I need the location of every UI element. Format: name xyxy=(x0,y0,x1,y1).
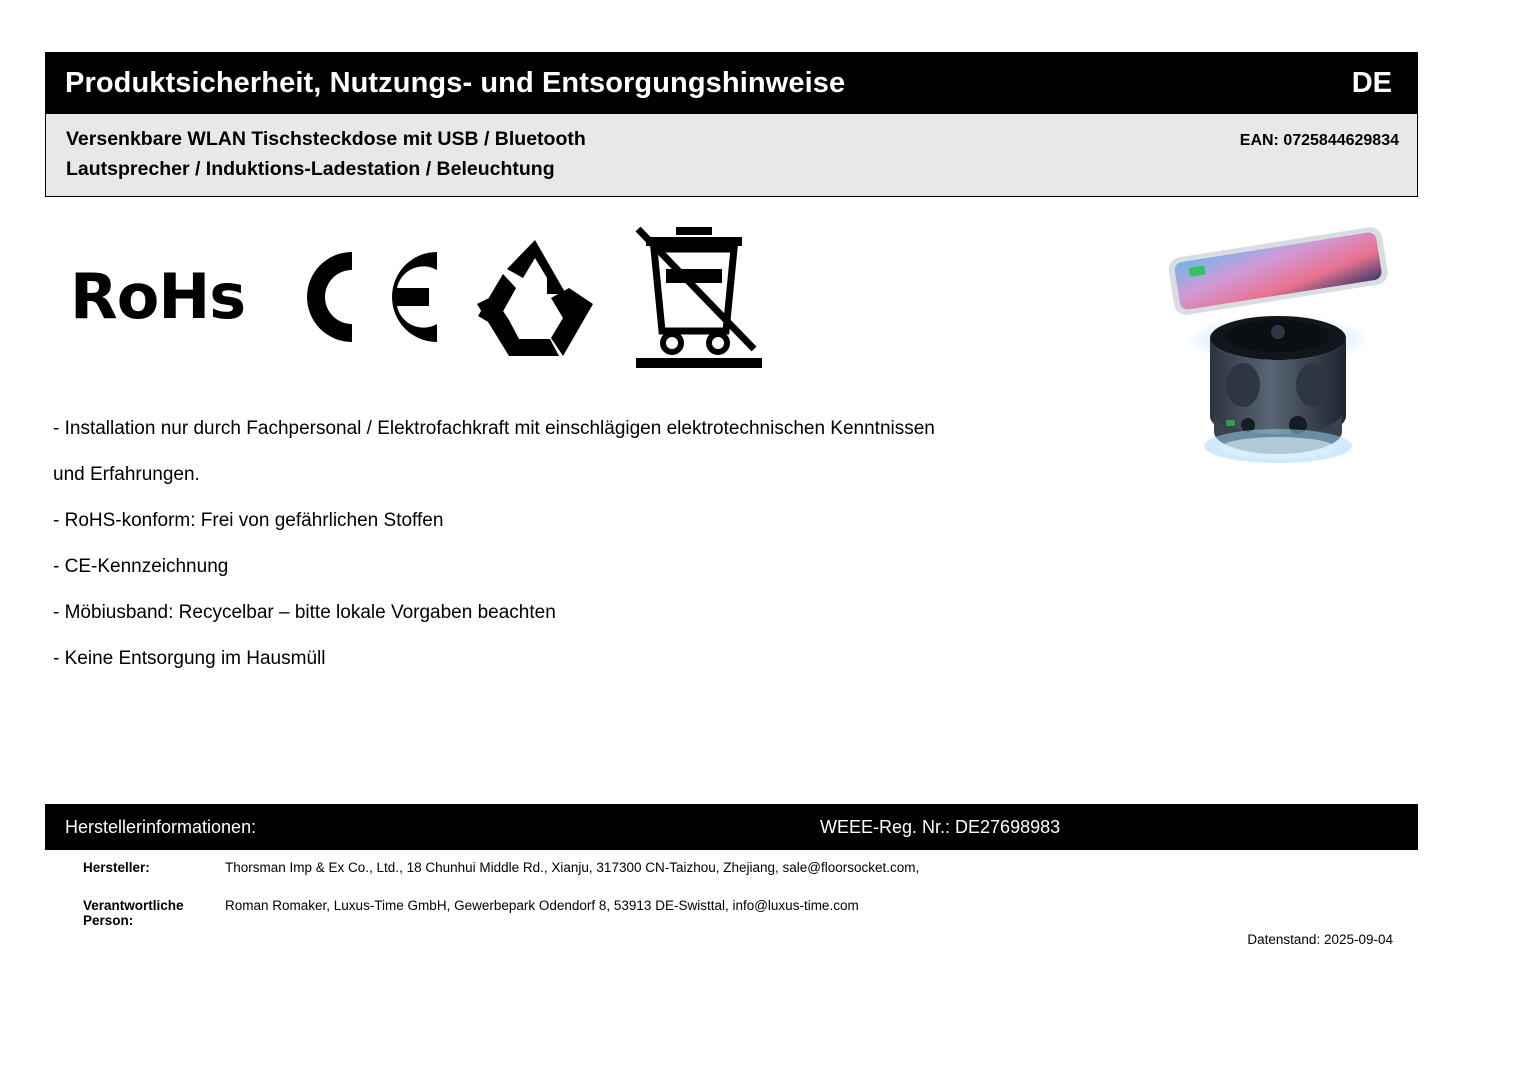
manufacturer-info-label: Herstellerinformationen: xyxy=(65,816,257,837)
page-title: Produktsicherheit, Nutzungs- und Entsorgungshinweise xyxy=(65,66,846,99)
mobius-loop-icon xyxy=(473,238,598,356)
product-subtitle-line-1: Versenkbare WLAN Tischsteckdose mit USB / Bluetooth xyxy=(66,128,586,150)
manufacturer-value: Thorsman Imp & Ex Co., Ltd., 18 Chunhui Middle Rd., Xianju, 317300 CN-Taizhou, Zhejiang, sale@floorsocket.com, xyxy=(225,860,920,875)
manufacturer-details xyxy=(45,860,1418,951)
language-badge: DE xyxy=(1351,66,1392,99)
list-item: und Erfahrungen. xyxy=(53,463,200,485)
manufacturer-key: Hersteller: xyxy=(83,860,150,875)
manufacturer-bar xyxy=(45,804,1418,850)
weee-registration-number: WEEE-Reg. Nr.: DE27698983 xyxy=(820,816,1061,837)
document-page xyxy=(45,52,1418,957)
datenstand: Datenstand: 2025-09-04 xyxy=(1247,932,1393,947)
header-bar xyxy=(45,52,1418,114)
subtitle-band xyxy=(45,114,1418,197)
table-row xyxy=(45,898,1418,928)
list-item: - Möbiusband: Recycelbar – bitte lokale Vorgaben beachten xyxy=(53,601,556,623)
list-item: - CE-Kennzeichnung xyxy=(53,555,229,577)
list-item: - Installation nur durch Fachpersonal / Elektrofachkraft mit einschlägigen elektrotechnischen Kenntnissen xyxy=(53,418,935,439)
list-item: - Keine Entsorgung im Hausmüll xyxy=(53,647,326,669)
product-subtitle xyxy=(66,124,1066,184)
weee-bin-icon xyxy=(632,225,767,370)
rohs-icon: RoHs xyxy=(70,260,246,333)
table-row xyxy=(45,860,1418,875)
notice-list xyxy=(53,412,1153,688)
compliance-symbol-row xyxy=(70,222,767,372)
product-photo xyxy=(1148,220,1408,520)
list-item: - RoHS-konform: Frei von gefährlichen Stoffen xyxy=(53,509,444,531)
ean-code: EAN: 0725844629834 xyxy=(1239,132,1399,149)
ce-mark-icon xyxy=(289,242,439,352)
responsible-person-key: Verantwortliche Person: xyxy=(83,898,184,928)
responsible-person-value: Roman Romaker, Luxus-Time GmbH, Gewerbepark Odendorf 8, 53913 DE-Swisttal, info@luxus-time.com xyxy=(225,898,859,913)
product-subtitle-line-2: Lautsprecher / Induktions-Ladestation / Beleuchtung xyxy=(66,158,555,181)
